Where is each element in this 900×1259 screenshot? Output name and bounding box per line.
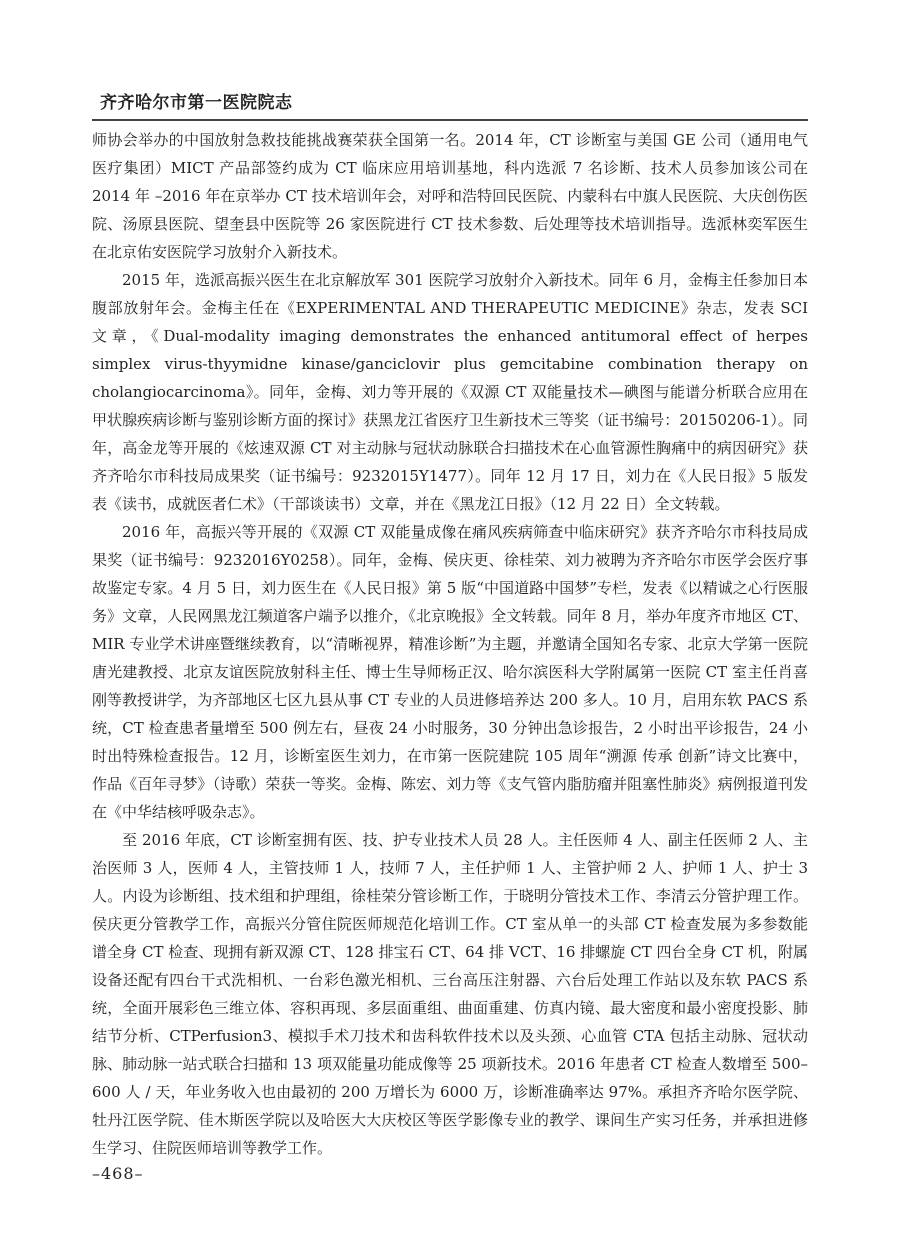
paragraph: 2015 年，选派高振兴医生在北京解放军 301 医院学习放射介入新技术。同年 6 月，金梅主任参加日本腹部放射年会。金梅主任在《EXPERIMENTAL AND THERAPEUTIC MEDICINE》杂志，发表 SCI 文章，《Dual-modality imaging demonstrates the enhanced antitumoral effect of herpes simplex virus-thyymidne kinase/ganciclovir plus gemcitabine combination therapy on cholangiocarcinoma》。同年，金梅、刘力等开展的《双源 CT 双能量技术—碘图与能谱分析联合应用在甲状腺疾病诊断与鉴别诊断方面的探讨》获黑龙江省医疗卫生新技术三等奖（证书编号：20150206-1）。同年，高金龙等开展的《炫速双源 CT 对主动脉与冠状动脉联合扫描技术在心血管源性胸痛中的病因研究》获齐齐哈尔市科技局成果奖（证书编号：9232015Y1477）。同年 12 月 17 日，刘力在《人民日报》5 版发表《读书，成就医者仁术》（干部谈读书）文章，并在《黑龙江日报》（12 月 22 日）全文转载。 bbox=[92, 271, 808, 513]
page-header bbox=[92, 88, 808, 121]
paragraph: 2016 年，高振兴等开展的《双源 CT 双能量成像在痛风疾病筛查中临床研究》获齐齐哈尔市科技局成果奖（证书编号：9232016Y0258）。同年，金梅、侯庆更、徐桂荣、刘力被聘为齐齐哈尔市医学会医疗事故鉴定专家。4 月 5 日，刘力医生在《人民日报》第 5 版“中国道路中国梦”专栏，发表《以精诚之心行医服务》文章，人民网黑龙江频道客户端予以推介，《北京晚报》全文转载。同年 8 月，举办年度齐市地区 CT、MIR 专业学术讲座暨继续教育，以“清晰视界，精准诊断”为主题，并邀请全国知名专家、北京大学第一医院唐光建教授、北京友谊医院放射科主任、博士生导师杨正汉、哈尔滨医科大学附属第一医院 CT 室主任肖喜刚等教授讲学，为齐部地区七区九县从事 CT 专业的人员进修培养达 200 多人。10 月，启用东软 PACS 系统，CT 检查患者量增至 500 例左右，昼夜 24 小时服务，30 分钟出急诊报告，2 小时出平诊报告，24 小时出特殊检查报告。12 月，诊断室医生刘力，在市第一医院建院 105 周年“溯源 传承 创新”诗文比赛中，作品《百年寻梦》（诗歌）荣获一等奖。金梅、陈宏、刘力等《支气管内脂肪瘤并阻塞性肺炎》病例报道刊发在《中华结核呼吸杂志》。 bbox=[92, 523, 808, 821]
body-text bbox=[92, 126, 808, 1162]
paragraph: 师协会举办的中国放射急救技能挑战赛荣获全国第一名。2014 年，CT 诊断室与美国 GE 公司（通用电气医疗集团）MICT 产品部签约成为 CT 临床应用培训基地，科内选派 7 名诊断、技术人员参加该公司在 2014 年 –2016 年在京举办 CT 技术培训年会，对呼和浩特回民医院、内蒙科右中旗人民医院、大庆创伤医院、汤原县医院、望奎县中医院等 26 家医院进行 CT 技术参数、后处理等技术培训指导。选派林奕军医生在北京佑安医院学习放射介入新技术。 bbox=[92, 131, 808, 261]
page-number: –468– bbox=[92, 1164, 144, 1183]
header-title: 齐齐哈尔市第一医院院志 bbox=[100, 93, 293, 113]
paragraph: 至 2016 年底，CT 诊断室拥有医、技、护专业技术人员 28 人。主任医师 4 人、副主任医师 2 人、主治医师 3 人，医师 4 人，主管技师 1 人，技师 7 人，主任护师 1 人、主管护师 2 人、护师 1 人、护士 3 人。内设为诊断组、技术组和护理组，徐桂荣分管诊断工作，于晓明分管技术工作、李清云分管护理工作。侯庆更分管教学工作，高振兴分管住院医师规范化培训工作。CT 室从单一的头部 CT 检查发展为多参数能谱全身 CT 检查、现拥有新双源 CT、128 排宝石 CT、64 排 VCT、16 排螺旋 CT 四台全身 CT 机，附属设备还配有四台干式洗相机、一台彩色激光相机、三台高压注射器、六台后处理工作站以及东软 PACS 系统，全面开展彩色三维立体、容积再现、多层面重组、曲面重建、仿真内镜、最大密度和最小密度投影、肺结节分析、CTPerfusion3、模拟手术刀技术和齿科软件技术以及头颈、心血管 CTA 包括主动脉、冠状动脉、肺动脉一站式联合扫描和 13 项双能量功能成像等 25 项新技术。2016 年患者 CT 检查人数增至 500–600 人 / 天，年业务收入也由最初的 200 万增长为 6000 万，诊断准确率达 97%。承担齐齐哈尔医学院、牡丹江医学院、佳木斯医学院以及哈医大大庆校区等医学影像专业的教学、课间生产实习任务，并承担进修生学习、住院医师培训等教学工作。 bbox=[92, 831, 808, 1157]
header-divider bbox=[92, 119, 808, 121]
